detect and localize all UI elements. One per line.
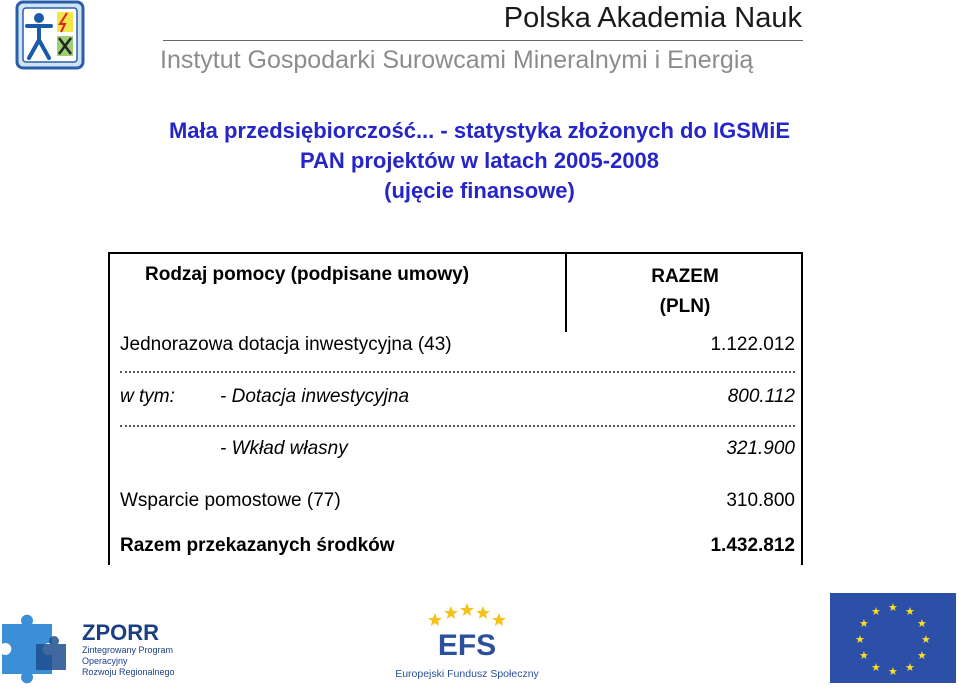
row-prefix: w tym: xyxy=(120,386,175,407)
eu-flag-icon xyxy=(830,593,956,683)
institute-logo xyxy=(15,0,85,72)
dotted-divider xyxy=(120,425,795,427)
col-header-aid-type: Rodzaj pomocy (podpisane umowy) xyxy=(145,264,470,285)
efs-caption: Europejski Fundusz Społeczny xyxy=(395,668,539,680)
heading-line-1: Mała przedsiębiorczość... - statystyka złożonych do IGSMiE xyxy=(168,118,791,143)
efs-title: EFS xyxy=(437,629,497,662)
org-subtitle: Instytut Gospodarki Surowcami Mineralnymi i Energią xyxy=(160,46,754,74)
row-label: - Wkład własny xyxy=(220,438,348,459)
financial-table xyxy=(108,252,803,565)
col-header-total-line2: (PLN) xyxy=(659,296,711,317)
svg-text:★: ★ xyxy=(921,633,931,646)
zporr-line-1: Zintegrowany Program xyxy=(82,645,174,655)
zporr-line-3: Rozwoju Regionalnego xyxy=(82,667,175,677)
row-label: Razem przekazanych środków xyxy=(120,535,395,556)
efs-logo xyxy=(395,597,540,687)
row-label: Wsparcie pomostowe (77) xyxy=(120,490,341,511)
org-title: Polska Akademia Nauk xyxy=(503,2,802,34)
svg-text:★: ★ xyxy=(905,605,915,618)
svg-text:★: ★ xyxy=(888,601,898,614)
row-value: 1.122.012 xyxy=(710,334,795,355)
header-divider xyxy=(163,40,803,41)
svg-text:★: ★ xyxy=(917,649,927,662)
row-value: 1.432.812 xyxy=(710,535,795,556)
svg-text:★: ★ xyxy=(859,649,869,662)
svg-text:★: ★ xyxy=(871,661,881,674)
page-heading xyxy=(0,116,959,206)
heading-line-3: (ujęcie finansowe) xyxy=(384,178,575,203)
zporr-title: ZPORR xyxy=(82,620,159,645)
heading-line-2: PAN projektów w latach 2005-2008 xyxy=(299,148,660,173)
svg-text:★: ★ xyxy=(888,665,898,678)
svg-text:★: ★ xyxy=(855,633,865,646)
stars-arc-icon xyxy=(428,603,506,626)
col-header-total-line1: RAZEM xyxy=(651,266,719,287)
row-label: Jednorazowa dotacja inwestycyjna (43) xyxy=(120,334,452,355)
col-header-total xyxy=(567,262,803,322)
row-value: 800.112 xyxy=(727,386,795,407)
svg-text:★: ★ xyxy=(905,661,915,674)
zporr-line-2: Operacyjny xyxy=(82,656,128,666)
svg-text:★: ★ xyxy=(859,617,869,630)
svg-text:★: ★ xyxy=(917,617,927,630)
row-label: - Dotacja inwestycyjna xyxy=(220,386,410,407)
svg-text:★: ★ xyxy=(871,605,881,618)
zporr-logo xyxy=(0,610,175,687)
row-value: 321.900 xyxy=(726,438,795,459)
dotted-divider xyxy=(120,371,795,373)
row-value: 310.800 xyxy=(726,490,795,511)
